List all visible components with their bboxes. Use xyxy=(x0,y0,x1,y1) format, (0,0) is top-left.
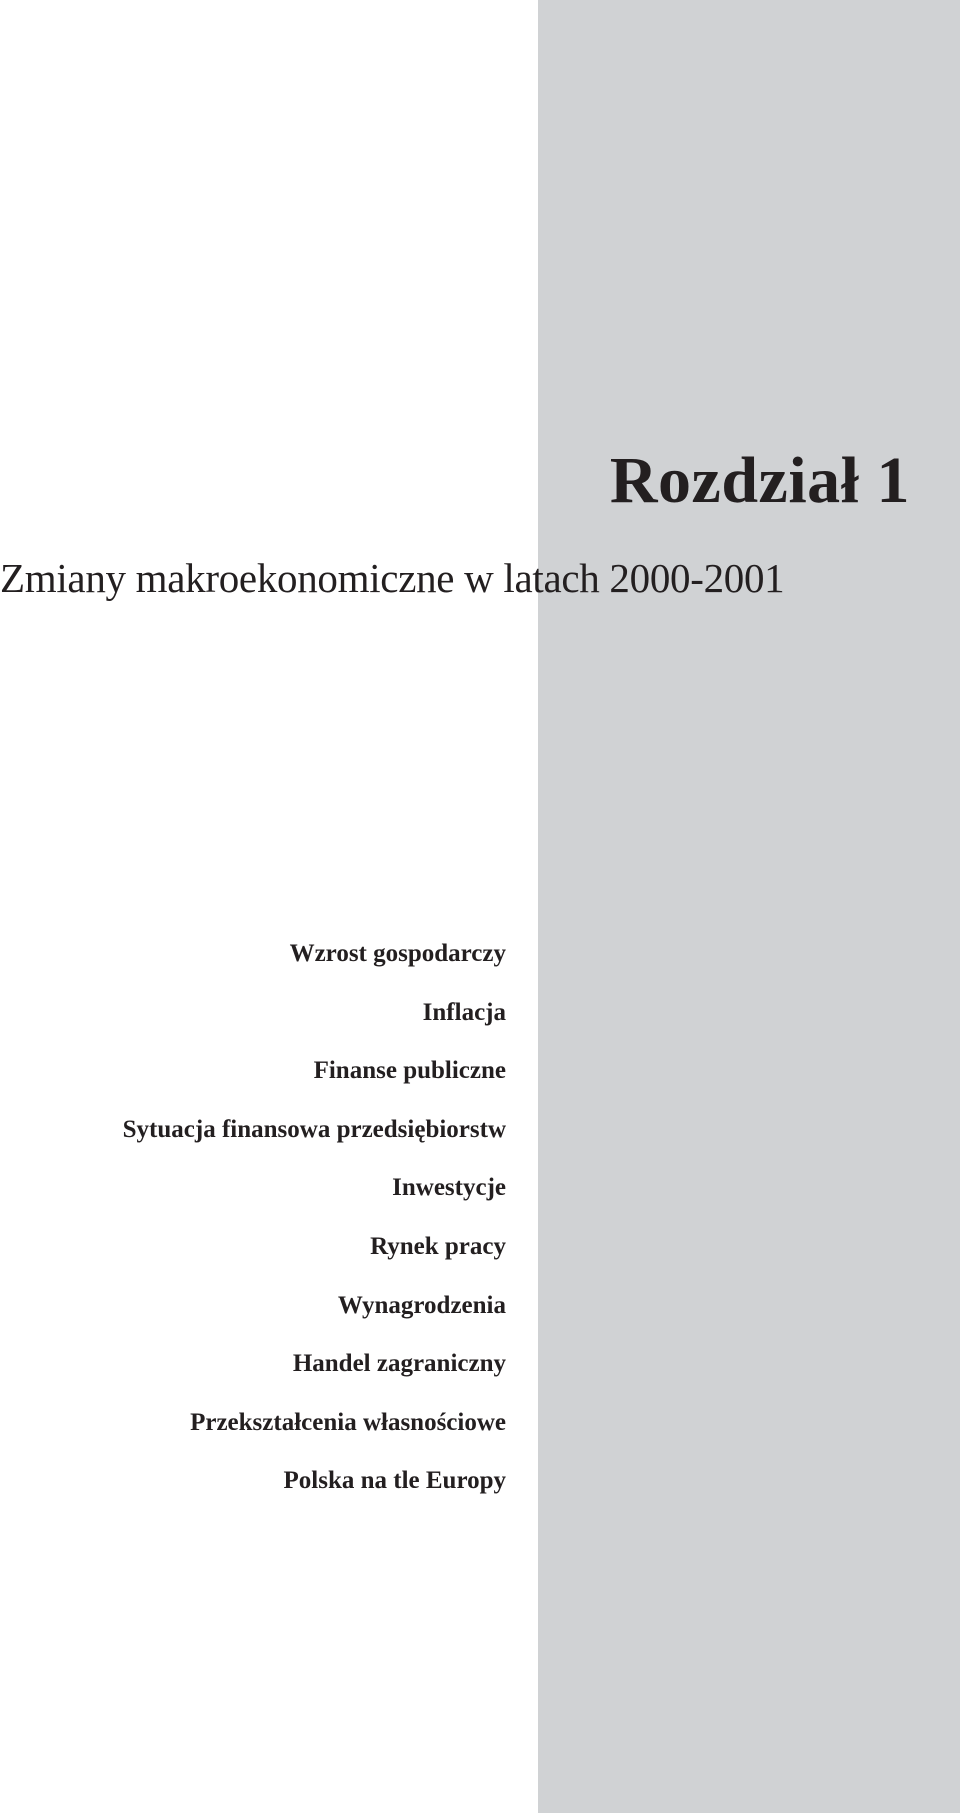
topic-item-inflation: Inflacja xyxy=(422,998,506,1026)
topic-item-investment: Inwestycje xyxy=(392,1174,506,1202)
topic-item-foreign-trade: Handel zagraniczny xyxy=(292,1350,506,1378)
topic-item-growth: Wzrost gospodarczy xyxy=(289,940,506,967)
topic-item-labour-market: Rynek pracy xyxy=(370,1232,506,1260)
topic-item-enterprise-finance: Sytuacja finansowa przedsiębiorstw xyxy=(122,1115,506,1143)
topic-list xyxy=(123,936,506,1522)
topic-item-poland-europe: Polska na tle Europy xyxy=(283,1467,506,1495)
chapter-title: Zmiany makroekonomiczne w latach 2000-2001 xyxy=(0,555,785,601)
topic-item-wages: Wynagrodzenia xyxy=(337,1291,506,1319)
chapter-label: Rozdział 1 xyxy=(609,444,910,517)
grey-side-panel xyxy=(538,0,960,1813)
topic-item-public-finance: Finanse publiczne xyxy=(313,1057,506,1085)
topic-item-ownership-transformation: Przekształcenia własnościowe xyxy=(190,1408,506,1436)
